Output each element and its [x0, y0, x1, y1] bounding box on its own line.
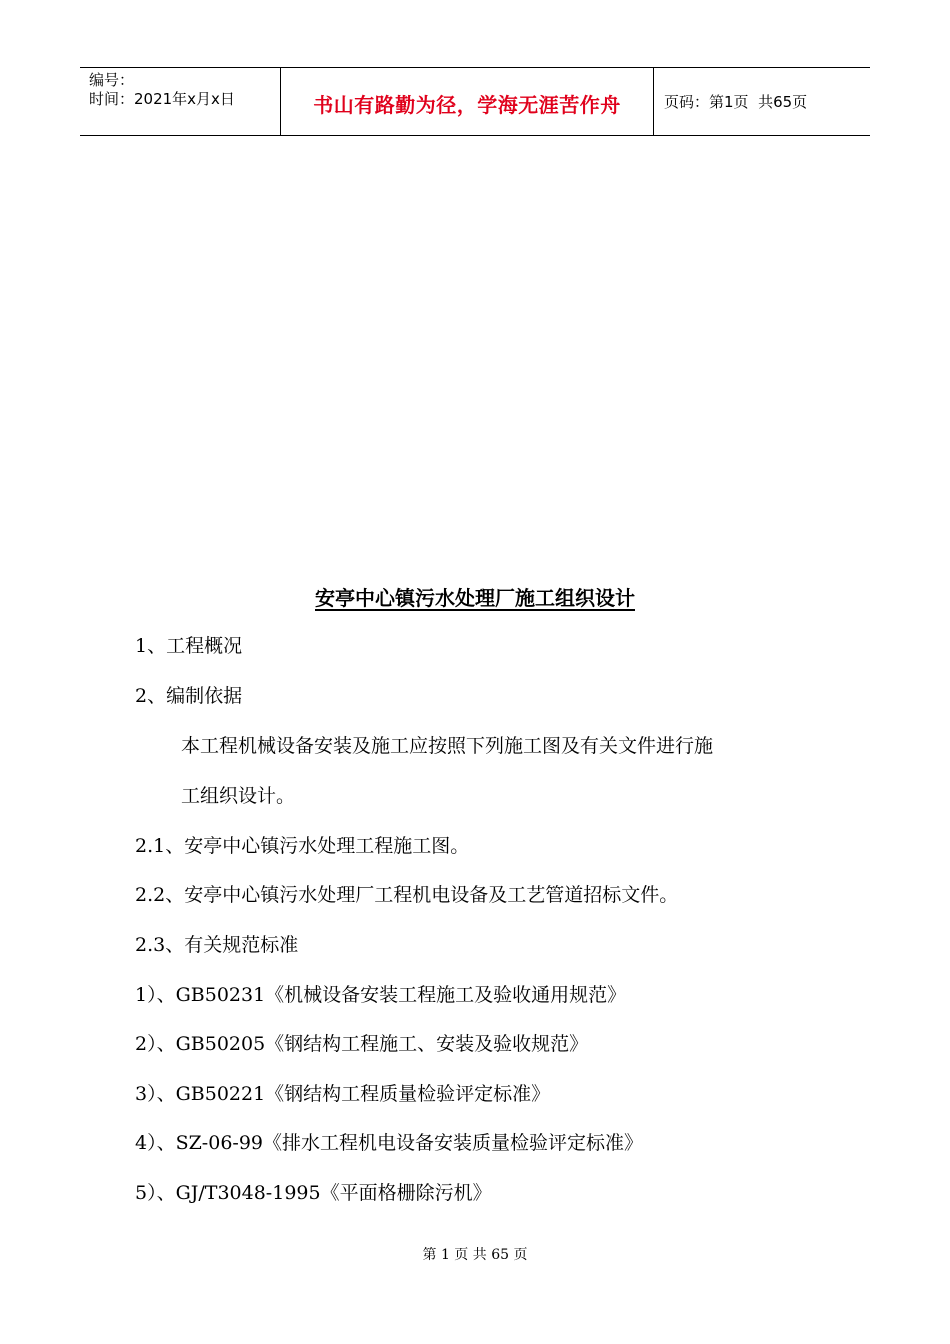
- header-page-info: 页码：第1页 共65页: [664, 93, 808, 111]
- document-title: [0, 582, 950, 611]
- header-table: [80, 67, 870, 136]
- page-footer-text: 第 1 页 共 65 页: [422, 1247, 528, 1263]
- section-heading-1: 1、工程概况: [135, 635, 243, 657]
- header-page-cell: [654, 68, 870, 135]
- header-motto: 书山有路勤为径，学海无涯苦作舟: [313, 93, 621, 117]
- subsection-2-3: 2.3、有关规范标准: [135, 934, 299, 956]
- document-time-label: 时间：2021年x月x日: [89, 90, 235, 108]
- document-title-text: 安亭中心镇污水处理厂施工组织设计: [315, 586, 635, 610]
- page-footer: [0, 1244, 950, 1264]
- body-paragraph-line-1: 本工程机械设备安装及施工应按照下列施工图及有关文件进行施: [181, 735, 714, 757]
- standard-item-3: 3）、GB50221《钢结构工程质量检验评定标准》: [135, 1083, 551, 1105]
- section-heading-2: 2、编制依据: [135, 685, 243, 707]
- document-number-label: 编号：: [89, 71, 135, 89]
- subsection-2-2: 2.2、安亭中心镇污水处理厂工程机电设备及工艺管道招标文件。: [135, 884, 679, 906]
- standard-item-5: 5）、GJ/T3048-1995《平面格栅除污机》: [135, 1182, 492, 1204]
- subsection-2-1: 2.1、安亭中心镇污水处理工程施工图。: [135, 835, 470, 857]
- standard-item-1: 1）、GB50231《机械设备安装工程施工及验收通用规范》: [135, 984, 627, 1006]
- standard-item-2: 2）、GB50205《钢结构工程施工、安装及验收规范》: [135, 1033, 589, 1055]
- header-meta-cell: [80, 68, 281, 135]
- standard-item-4: 4）、SZ-06-99《排水工程机电设备安装质量检验评定标准》: [135, 1132, 644, 1154]
- header-motto-cell: [281, 68, 654, 135]
- body-paragraph-line-2: 工组织设计。: [181, 785, 296, 807]
